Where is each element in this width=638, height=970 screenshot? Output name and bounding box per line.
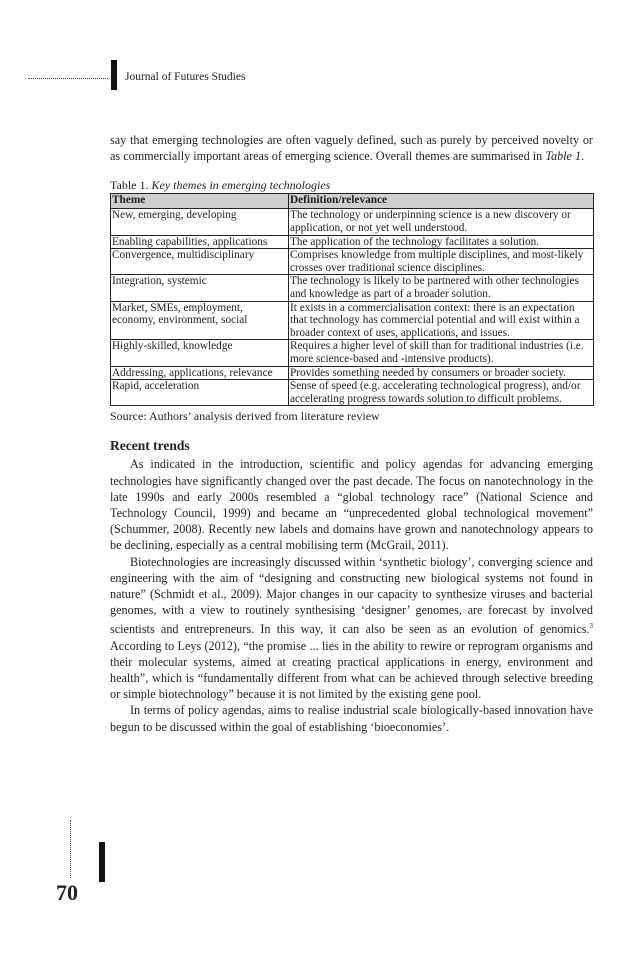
theme-cell: Addressing, applications, relevance xyxy=(111,366,289,380)
body-paragraph: In terms of policy agendas, aims to realise industrial scale biologically-based innovation have begun to be discussed within the goal of establishing ‘bioeconomies’. xyxy=(110,703,593,734)
theme-cell: Rapid, acceleration xyxy=(111,380,289,406)
footer-dotted-rule xyxy=(70,820,71,878)
theme-cell: New, emerging, developing xyxy=(111,209,289,235)
header-bar xyxy=(111,60,117,90)
table-row xyxy=(111,340,594,366)
section-heading: Recent trends xyxy=(110,438,190,454)
definition-cell: Comprises knowledge from multiple disciplines, and most-likely crosses over traditional science disciplines. xyxy=(289,249,594,275)
header-definition: Definition/relevance xyxy=(289,194,594,209)
definition-cell: Provides something needed by consumers or broader society. xyxy=(289,366,594,380)
header-dotted-rule xyxy=(28,78,108,79)
table-source: Source: Authors’ analysis derived from literature review xyxy=(110,409,380,424)
page-number: 70 xyxy=(56,880,78,905)
table-row xyxy=(111,209,594,235)
table-row xyxy=(111,380,594,406)
definition-cell: The technology is likely to be partnered with other technologies and knowledge as part of a broader solution. xyxy=(289,275,594,301)
theme-cell: Convergence, multidisciplinary xyxy=(111,249,289,275)
table-title: Key themes in emerging technologies xyxy=(151,178,331,193)
body-paragraph: Biotechnologies are increasingly discussed within ‘synthetic biology’, converging science and engineering with the aim of “designing and constructing new biological systems not found in nature” (Schmidt et al., 2009). Major changes in our capacity to synthesize viruses and bacterial genomes, with a view to routinely synthesising ‘designer’ genomes, are forecast by involved scientists and entrepreneurs. In this way, it can also be seen as an evolution of genomics.$^3$ According to Leys (2012), “the promise ... lies in the ability to rewire or reprogram organisms and their molecular systems, aimed at creating practical applications in energy, environment and health”, which is “fundamentally different from what can be achieved through selective breeding or simple biotechnology” because it is not limited by the existing gene pool. xyxy=(110,554,593,702)
definition-cell: Requires a higher level of skill than for traditional industries (i.e. more science-based and -intensive products). xyxy=(289,340,594,366)
theme-cell: Enabling capabilities, applications xyxy=(111,235,289,249)
table-row xyxy=(111,249,594,275)
theme-cell: Integration, systemic xyxy=(111,275,289,301)
theme-cell: Market, SMEs, employment, economy, environment, social xyxy=(111,301,289,340)
body-paragraph: As indicated in the introduction, scientific and policy agendas for advancing emerging technologies have significantly changed over the past decade. The focus on nanotechnology in the late 1990s and early 2000s resembled a “global technology race” (National Science and Technology Council, 1999) and became an “unprecedented global technological movement” (Schummer, 2008). Recently new labels and domains have grown and nanotechnology appears to be declining, especially as a central mobilising term (McGrail, 2011). xyxy=(110,457,593,553)
definition-cell: The technology or underpinning science is a new discovery or application, or not yet well understood. xyxy=(289,209,594,235)
journal-title: Journal of Futures Studies xyxy=(125,71,246,83)
footnote-marker: 3 xyxy=(589,622,593,631)
footer-bar xyxy=(99,842,105,882)
table-reference: Table 1 xyxy=(545,149,582,164)
table-row xyxy=(111,301,594,340)
table-row xyxy=(111,366,594,380)
definition-cell: Sense of speed (e.g. accelerating technological progress), and/or accelerating progress towards solution to difficult problems. xyxy=(289,380,594,406)
table-row xyxy=(111,275,594,301)
definition-cell: The application of the technology facilitates a solution. xyxy=(289,235,594,249)
table-row xyxy=(111,235,594,249)
page-content xyxy=(110,132,593,735)
header-theme: Theme xyxy=(111,194,289,209)
table-header-row xyxy=(111,194,594,209)
theme-cell: Highly-skilled, knowledge xyxy=(111,340,289,366)
definition-cell: It exists in a commercialisation context: there is an expectation that technology has commercial potential and will exist within a broader context of uses, applications, and issues. xyxy=(289,301,594,340)
intro-paragraph: say that emerging technologies are often vaguely defined, such as purely by perceived novelty or as commercially important areas of emerging science. Overall themes are summarised in Table 1. xyxy=(110,133,593,164)
table-caption: Table 1. Key themes in emerging technologies xyxy=(110,178,331,193)
themes-table xyxy=(110,193,594,406)
